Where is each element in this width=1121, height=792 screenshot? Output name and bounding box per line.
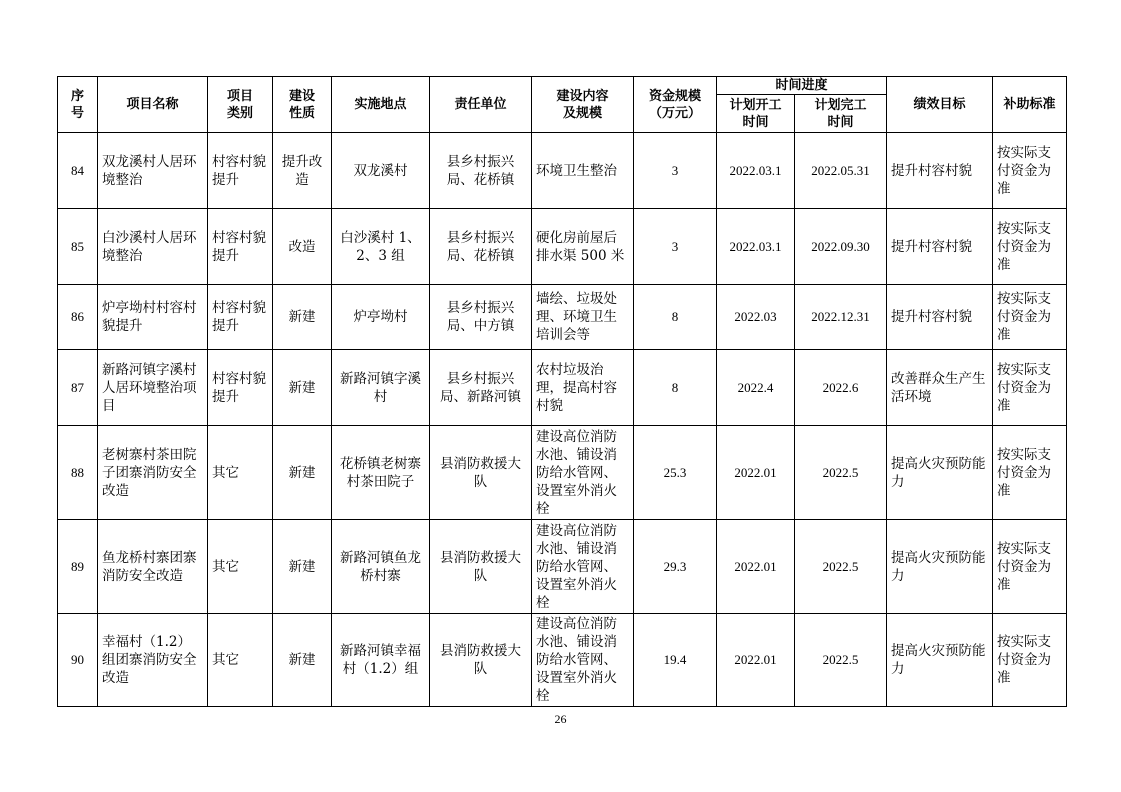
table-row <box>58 133 1067 209</box>
cell-start: 2022.01 <box>717 426 795 520</box>
cell-category: 其它 <box>208 426 273 520</box>
cell-funds: 19.4 <box>634 614 717 707</box>
cell-subsidy: 按实际支付资金为准 <box>993 520 1067 614</box>
cell-name: 幸福村（1.2）组团寨消防安全改造 <box>98 614 208 707</box>
cell-content: 建设高位消防水池、铺设消防给水管网、设置室外消火栓 <box>532 614 634 707</box>
cell-nature: 新建 <box>273 614 332 707</box>
cell-funds: 25.3 <box>634 426 717 520</box>
cell-nature: 新建 <box>273 426 332 520</box>
cell-end: 2022.5 <box>795 614 887 707</box>
cell-category: 村容村貌提升 <box>208 209 273 285</box>
table-row <box>58 426 1067 520</box>
table-row <box>58 614 1067 707</box>
cell-location: 新路河镇字溪村 <box>332 350 430 426</box>
cell-name: 炉亭坳村村容村貌提升 <box>98 285 208 350</box>
cell-start: 2022.03 <box>717 285 795 350</box>
cell-end: 2022.12.31 <box>795 285 887 350</box>
cell-goal: 提升村容村貌 <box>887 285 993 350</box>
cell-funds: 3 <box>634 133 717 209</box>
cell-unit: 县乡村振兴局、花桥镇 <box>430 133 532 209</box>
cell-goal: 提升村容村貌 <box>887 133 993 209</box>
cell-subsidy: 按实际支付资金为准 <box>993 285 1067 350</box>
cell-end: 2022.09.30 <box>795 209 887 285</box>
cell-name: 双龙溪村人居环境整治 <box>98 133 208 209</box>
cell-content: 硬化房前屋后排水渠 500 米 <box>532 209 634 285</box>
cell-content: 环境卫生整治 <box>532 133 634 209</box>
cell-category: 其它 <box>208 520 273 614</box>
cell-goal: 提高火灾预防能力 <box>887 426 993 520</box>
cell-location: 花桥镇老树寨村茶田院子 <box>332 426 430 520</box>
cell-name: 老树寨村茶田院子团寨消防安全改造 <box>98 426 208 520</box>
table-row <box>58 350 1067 426</box>
cell-funds: 8 <box>634 350 717 426</box>
cell-seq: 85 <box>58 209 98 285</box>
cell-funds: 3 <box>634 209 717 285</box>
header-category: 项目 类别 <box>208 77 273 133</box>
header-subsidy: 补助标准 <box>993 77 1067 133</box>
cell-seq: 86 <box>58 285 98 350</box>
cell-category: 村容村貌提升 <box>208 350 273 426</box>
cell-location: 新路河镇幸福村（1.2）组 <box>332 614 430 707</box>
cell-seq: 87 <box>58 350 98 426</box>
cell-goal: 改善群众生产生活环境 <box>887 350 993 426</box>
cell-start: 2022.03.1 <box>717 209 795 285</box>
cell-category: 其它 <box>208 614 273 707</box>
cell-category: 村容村貌提升 <box>208 285 273 350</box>
cell-unit: 县消防救援大队 <box>430 426 532 520</box>
header-end: 计划完工 时间 <box>795 95 887 133</box>
cell-end: 2022.5 <box>795 426 887 520</box>
cell-name: 新路河镇字溪村人居环境整治项目 <box>98 350 208 426</box>
page-number: 26 <box>554 712 567 726</box>
cell-seq: 89 <box>58 520 98 614</box>
cell-start: 2022.4 <box>717 350 795 426</box>
cell-subsidy: 按实际支付资金为准 <box>993 426 1067 520</box>
cell-nature: 新建 <box>273 350 332 426</box>
cell-location: 双龙溪村 <box>332 133 430 209</box>
header-funds: 资金规模 （万元） <box>634 77 717 133</box>
cell-end: 2022.5 <box>795 520 887 614</box>
cell-nature: 改造 <box>273 209 332 285</box>
cell-nature: 新建 <box>273 520 332 614</box>
cell-category: 村容村貌提升 <box>208 133 273 209</box>
cell-goal: 提高火灾预防能力 <box>887 614 993 707</box>
header-nature: 建设 性质 <box>273 77 332 133</box>
header-name: 项目名称 <box>98 77 208 133</box>
cell-location: 炉亭坳村 <box>332 285 430 350</box>
header-seq: 序 号 <box>58 77 98 133</box>
project-table <box>57 76 1067 707</box>
cell-unit: 县消防救援大队 <box>430 520 532 614</box>
cell-seq: 90 <box>58 614 98 707</box>
header-goal: 绩效目标 <box>887 77 993 133</box>
cell-content: 农村垃圾治理，提高村容村貌 <box>532 350 634 426</box>
cell-end: 2022.05.31 <box>795 133 887 209</box>
header-content: 建设内容 及规模 <box>532 77 634 133</box>
header-unit: 责任单位 <box>430 77 532 133</box>
cell-location: 白沙溪村 1、2、3 组 <box>332 209 430 285</box>
cell-unit: 县乡村振兴局、新路河镇 <box>430 350 532 426</box>
cell-end: 2022.6 <box>795 350 887 426</box>
table-row <box>58 209 1067 285</box>
cell-content: 建设高位消防水池、铺设消防给水管网、设置室外消火栓 <box>532 520 634 614</box>
cell-goal: 提升村容村貌 <box>887 209 993 285</box>
cell-subsidy: 按实际支付资金为准 <box>993 614 1067 707</box>
cell-unit: 县消防救援大队 <box>430 614 532 707</box>
cell-seq: 84 <box>58 133 98 209</box>
header-progress: 时间进度 <box>717 77 887 95</box>
table-row <box>58 520 1067 614</box>
cell-nature: 提升改造 <box>273 133 332 209</box>
cell-name: 白沙溪村人居环境整治 <box>98 209 208 285</box>
cell-content: 墙绘、垃圾处理、环境卫生培训会等 <box>532 285 634 350</box>
table-row <box>58 285 1067 350</box>
cell-content: 建设高位消防水池、铺设消防给水管网、设置室外消火栓 <box>532 426 634 520</box>
cell-subsidy: 按实际支付资金为准 <box>993 209 1067 285</box>
cell-seq: 88 <box>58 426 98 520</box>
cell-goal: 提高火灾预防能力 <box>887 520 993 614</box>
cell-name: 鱼龙桥村寨团寨消防安全改造 <box>98 520 208 614</box>
cell-start: 2022.03.1 <box>717 133 795 209</box>
cell-funds: 29.3 <box>634 520 717 614</box>
cell-start: 2022.01 <box>717 614 795 707</box>
cell-subsidy: 按实际支付资金为准 <box>993 350 1067 426</box>
header-location: 实施地点 <box>332 77 430 133</box>
cell-location: 新路河镇鱼龙桥村寨 <box>332 520 430 614</box>
cell-start: 2022.01 <box>717 520 795 614</box>
cell-nature: 新建 <box>273 285 332 350</box>
cell-subsidy: 按实际支付资金为准 <box>993 133 1067 209</box>
header-start: 计划开工 时间 <box>717 95 795 133</box>
cell-funds: 8 <box>634 285 717 350</box>
cell-unit: 县乡村振兴局、花桥镇 <box>430 209 532 285</box>
cell-unit: 县乡村振兴局、中方镇 <box>430 285 532 350</box>
